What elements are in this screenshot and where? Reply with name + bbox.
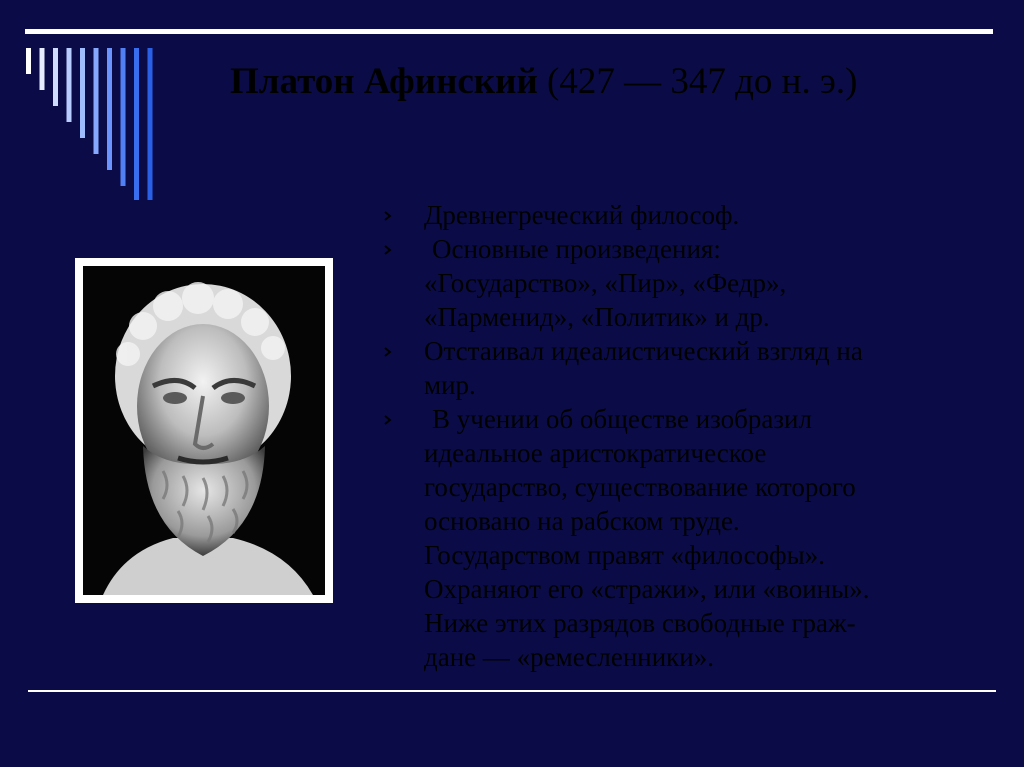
- bullet-item: [383, 198, 983, 232]
- stripe: [134, 48, 139, 200]
- portrait-frame: [75, 258, 333, 603]
- bullet-item: [383, 334, 983, 402]
- bullet-item: [383, 402, 983, 674]
- stripe: [148, 48, 153, 200]
- stripe: [107, 48, 112, 170]
- bullet-line: Основные произведения:: [432, 234, 721, 264]
- bullet-line: основано на рабском труде.: [424, 506, 740, 536]
- bullet-list: [383, 198, 983, 674]
- bullet-line: Охраняют его «стражи», или «воины».: [424, 574, 870, 604]
- stripe: [80, 48, 85, 138]
- bullet-line: дане — «ремесленники».: [424, 642, 714, 672]
- slide-title: [230, 60, 857, 103]
- title-name: Платон Афинский: [230, 61, 538, 102]
- bullet-line: «Государство», «Пир», «Федр»,: [424, 268, 787, 298]
- bullet-item: [383, 232, 983, 334]
- bullet-line: «Парменид», «Политик» и др.: [424, 302, 770, 332]
- stripe: [94, 48, 99, 154]
- bullet-line: Древнегреческий философ.: [424, 200, 740, 230]
- arrow-bullet-icon: [383, 210, 395, 222]
- bullet-line: Государством правят «философы».: [424, 540, 825, 570]
- stripe: [67, 48, 72, 122]
- bullet-line: идеальное аристократическое: [424, 438, 767, 468]
- arrow-bullet-icon: [383, 414, 395, 426]
- stripe: [53, 48, 58, 106]
- title-dates: (427 — 347 до н. э.): [547, 61, 858, 102]
- bullet-line: В учении об обществе изобразил: [432, 404, 812, 434]
- bottom-rule: [28, 690, 996, 692]
- stripe: [121, 48, 126, 186]
- arrow-bullet-icon: [383, 244, 395, 256]
- top-rule: [25, 29, 993, 34]
- stripe: [40, 48, 45, 90]
- arrow-bullet-icon: [383, 346, 395, 358]
- stripe: [26, 48, 31, 74]
- bullet-line: Ниже этих разрядов свободные граж-: [424, 608, 856, 638]
- portrait-image: [83, 266, 325, 595]
- bullet-line: Отстаивал идеалистический взгляд на: [424, 336, 863, 366]
- bullet-line: государство, существование которого: [424, 472, 856, 502]
- bullet-line: мир.: [424, 370, 476, 400]
